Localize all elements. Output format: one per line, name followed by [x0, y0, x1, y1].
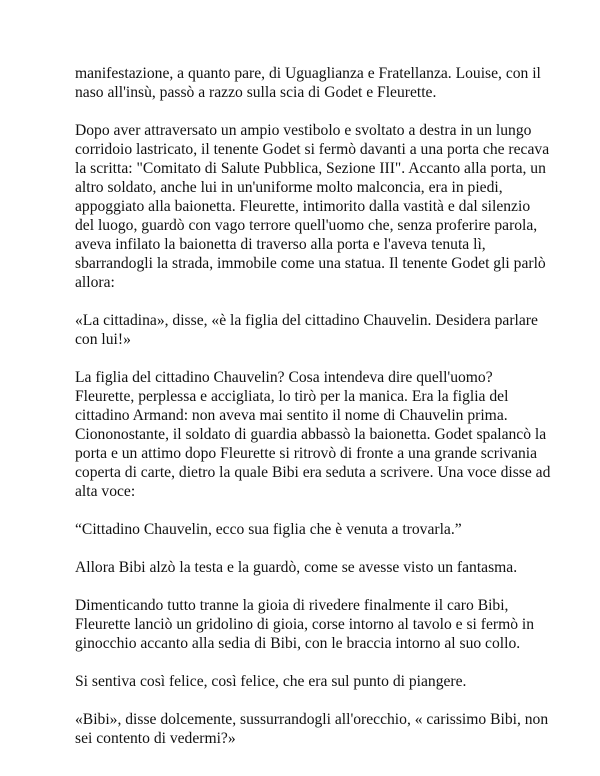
text-line: Allora Bibi alzò la testa e la guardò, come se avesse visto un fantasma.: [75, 559, 518, 576]
text-line: naso all'insù, passò a razzo sulla scia di Godet e Fleurette.: [75, 84, 437, 101]
paragraph: [75, 121, 550, 292]
text-line: coperta di carte, dietro la quale Bibi era seduta a scrivere. Una voce disse ad: [75, 464, 551, 481]
text-line: cittadino Armand: non aveva mai sentito il nome di Chauvelin prima.: [75, 407, 508, 424]
text-line: Dimenticando tutto tranne la gioia di rivedere finalmente il caro Bibi,: [75, 597, 509, 614]
text-line: la scritta: "Comitato di Salute Pubblica, Sezione III". Accanto alla porta, un: [75, 160, 546, 177]
text-line: altro soldato, anche lui in un'uniforme molto malconcia, era in piedi,: [75, 179, 503, 196]
paragraph: [75, 311, 545, 349]
paragraph: [75, 672, 545, 691]
text-line: sbarrandogli la strada, immobile come una statua. Il tenente Godet gli parlò: [75, 255, 546, 272]
text-line: Ciononostante, il soldato di guardia abbassò la baionetta. Godet spalancò la: [75, 426, 547, 443]
text-line: “Cittadino Chauvelin, ecco sua figlia che è venuta a trovarla.”: [75, 521, 462, 538]
paragraph: [75, 596, 545, 653]
text-line: sei contento di vedermi?»: [75, 730, 236, 747]
text-line: aveva infilato la baionetta di traverso alla porta e l'aveva tenuta lì,: [75, 236, 486, 253]
text-line: corridoio lastricato, il tenente Godet si fermò davanti a una porta che recava: [75, 141, 550, 158]
paragraph: [75, 520, 545, 539]
text-line: del luogo, guardò con vago terrore quell'uomo che, senza proferire parola,: [75, 217, 538, 234]
text-line: Fleurette, perplessa e accigliata, lo tirò per la manica. Era la figlia del: [75, 388, 509, 405]
paragraph: [75, 710, 549, 748]
text-line: Dopo aver attraversato un ampio vestibolo e svoltato a destra in un lungo: [75, 122, 532, 139]
text-line: allora:: [75, 274, 115, 291]
text-line: La figlia del cittadino Chauvelin? Cosa intendeva dire quell'uomo?: [75, 369, 493, 386]
text-line: appoggiato alla baionetta. Fleurette, intimorito dalla vastità e dal silenzio: [75, 198, 531, 215]
paragraph: [75, 558, 545, 577]
text-line: ginocchio accanto alla sedia di Bibi, con le braccia intorno al suo collo.: [75, 635, 521, 652]
text-line: Si sentiva così felice, così felice, che era sul punto di piangere.: [75, 673, 467, 690]
text-line: porta e un attimo dopo Fleurette si ritrovò di fronte a una grande scrivania: [75, 445, 538, 462]
paragraph: [75, 368, 551, 501]
text-line: «Bibi», disse dolcemente, sussurrandogli all'orecchio, « carissimo Bibi, non: [75, 711, 549, 728]
text-line: con lui!»: [75, 331, 131, 348]
text-line: Fleurette lanciò un gridolino di gioia, corse intorno al tavolo e si fermò in: [75, 616, 535, 633]
text-line: «La cittadina», disse, «è la figlia del cittadino Chauvelin. Desidera parlare: [75, 312, 538, 329]
paragraph: [75, 64, 545, 102]
body-text: [75, 64, 551, 767]
text-line: alta voce:: [75, 483, 136, 500]
text-line: manifestazione, a quanto pare, di Uguaglianza e Fratellanza. Louise, con il: [75, 65, 541, 82]
